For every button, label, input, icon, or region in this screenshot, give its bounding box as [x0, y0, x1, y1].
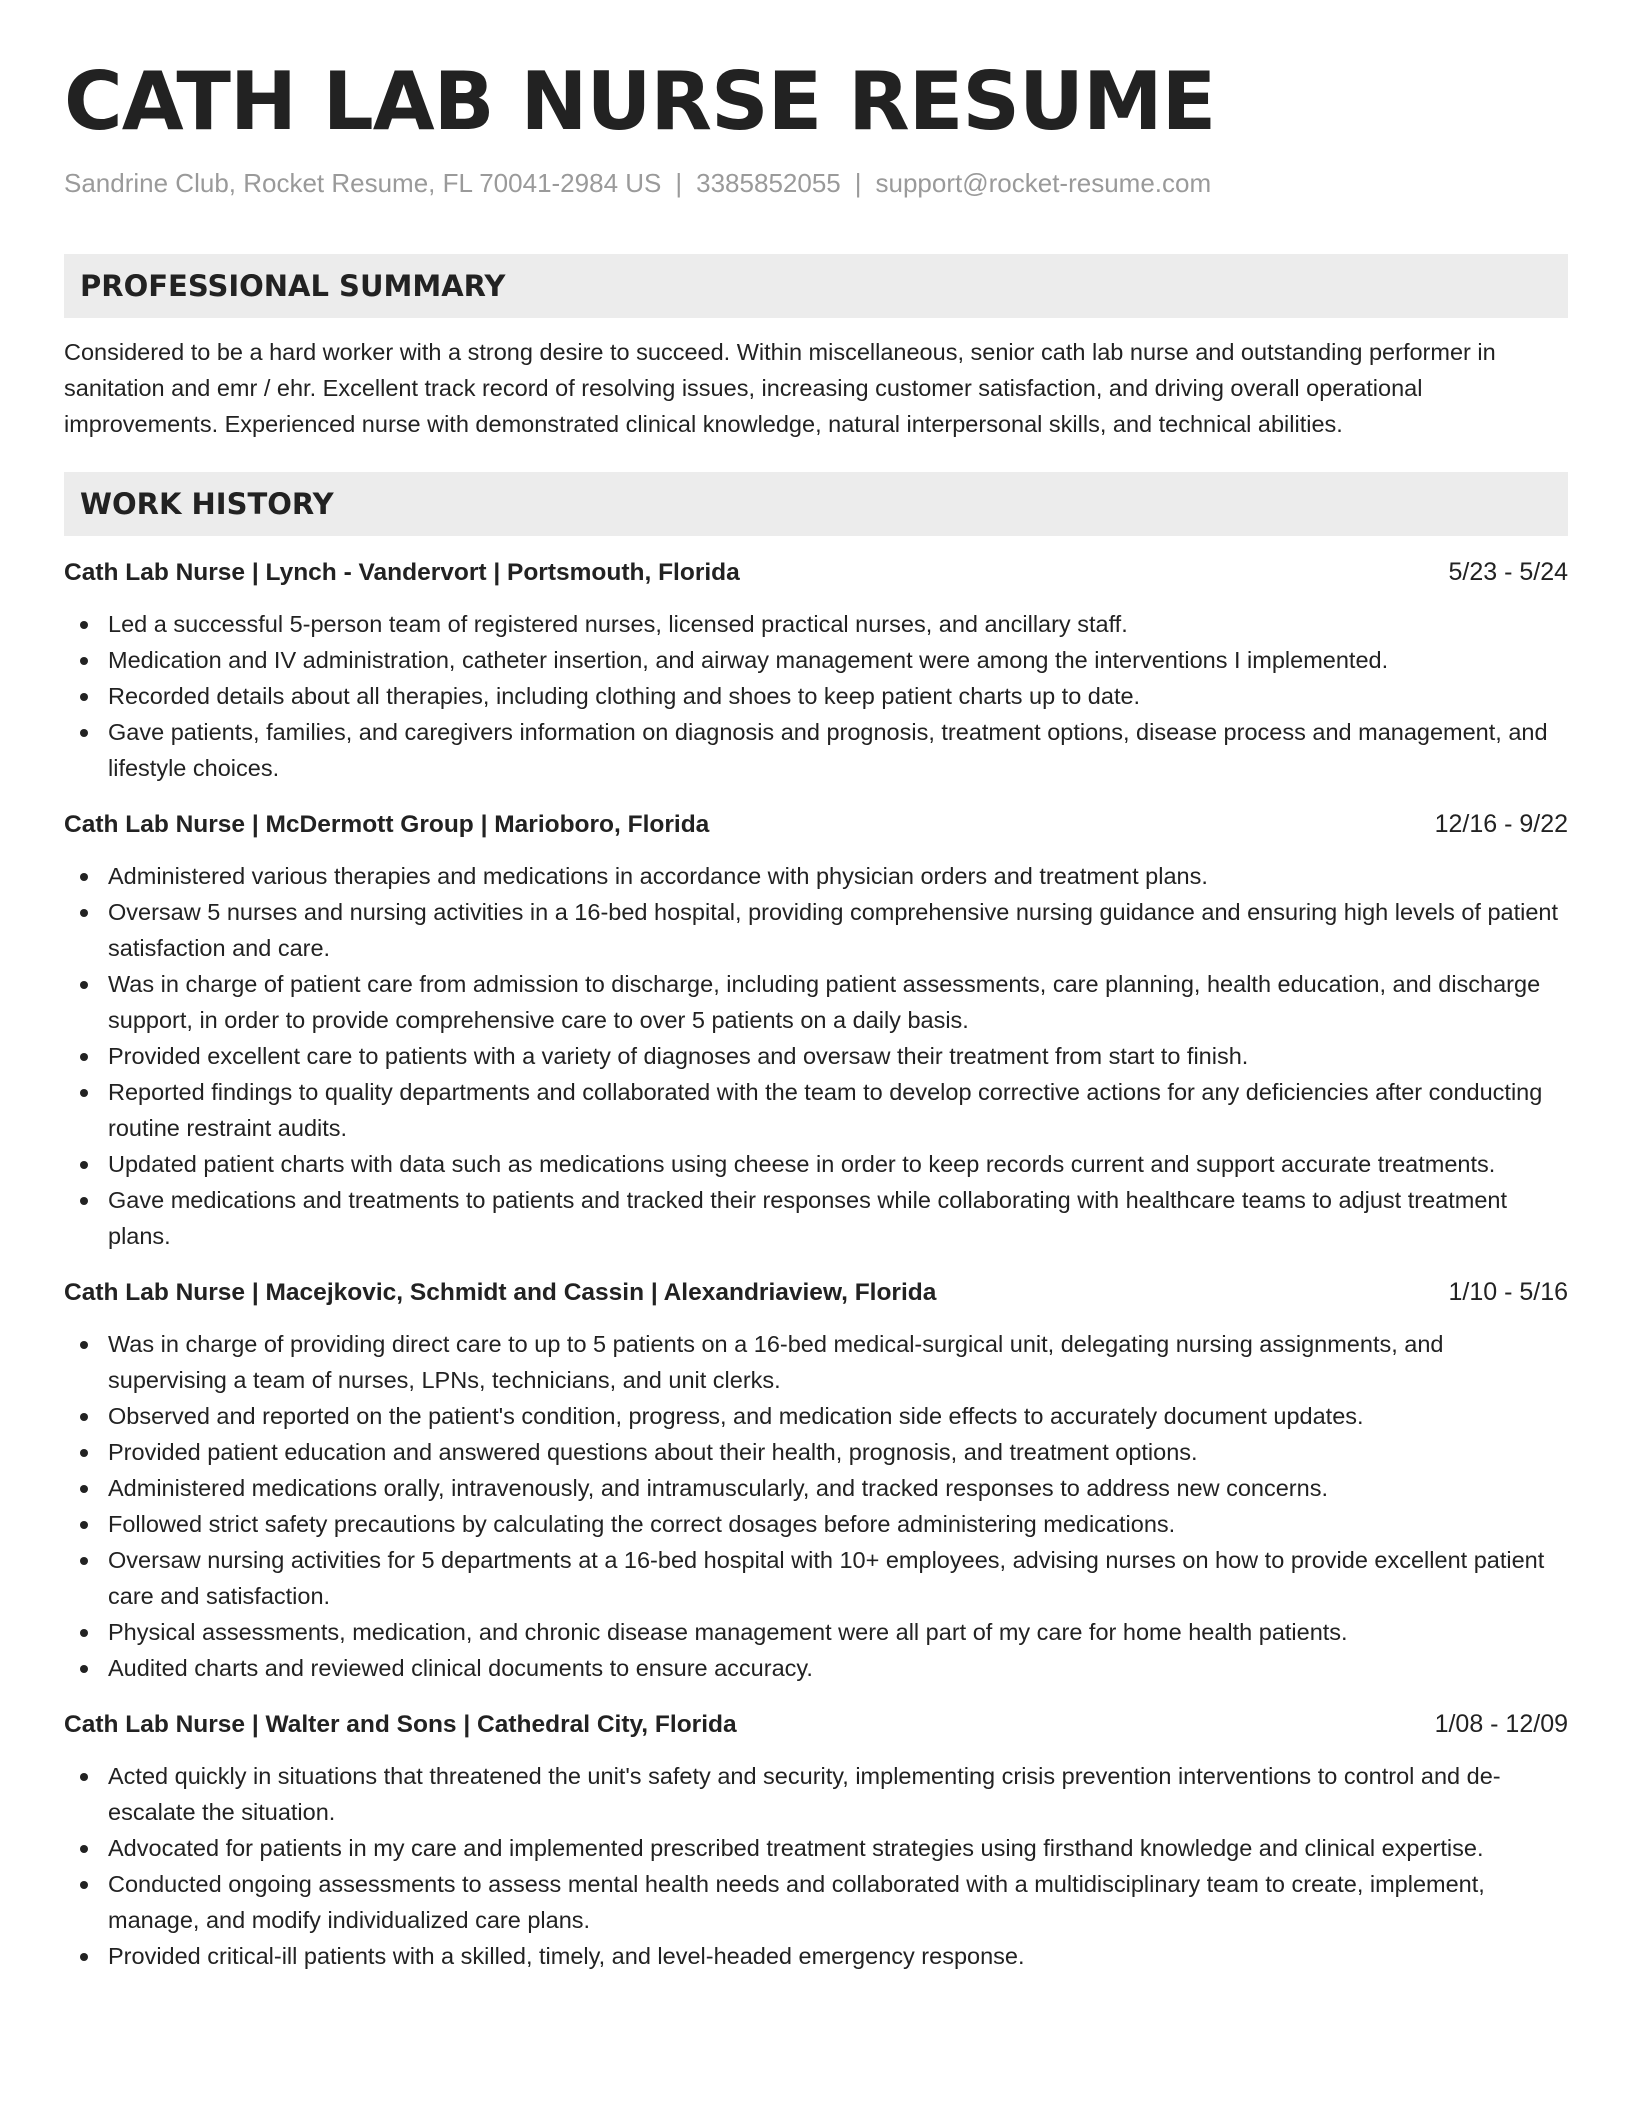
section-header-summary: PROFESSIONAL SUMMARY — [64, 254, 1568, 318]
job-entry — [64, 1274, 1568, 1686]
job-entry — [64, 554, 1568, 786]
job-title: Cath Lab Nurse | McDermott Group | Marioboro, Florida — [64, 811, 710, 838]
job-bullet: Recorded details about all therapies, including clothing and shoes to keep patient charts up to date. — [108, 678, 1568, 714]
job-bullet: Reported findings to quality departments and collaborated with the team to develop corrective actions for any deficiencies after conducting routine restraint audits. — [108, 1074, 1568, 1146]
resume-title: CATH LAB NURSE RESUME — [64, 55, 1216, 148]
contact-separator: | — [854, 168, 862, 198]
job-dates: 5/23 - 5/24 — [1448, 558, 1568, 586]
job-bullet: Oversaw nursing activities for 5 departments at a 16-bed hospital with 10+ employees, advising nurses on how to provide excellent patient care and satisfaction. — [108, 1542, 1568, 1614]
contact-separator: | — [675, 168, 683, 198]
job-header — [64, 1706, 1568, 1742]
job-bullet: Administered medications orally, intravenously, and intramuscularly, and tracked responses to address new concerns. — [108, 1470, 1568, 1506]
job-title: Cath Lab Nurse | Lynch - Vandervort | Portsmouth, Florida — [64, 559, 740, 586]
job-bullet: Observed and reported on the patient's condition, progress, and medication side effects to accurately document updates. — [108, 1398, 1568, 1434]
job-bullet: Oversaw 5 nurses and nursing activities in a 16-bed hospital, providing comprehensive nursing guidance and ensuring high levels of patient satisfaction and care. — [108, 894, 1568, 966]
job-title: Cath Lab Nurse | Walter and Sons | Cathedral City, Florida — [64, 1711, 737, 1738]
section-header-work-history: WORK HISTORY — [64, 472, 1568, 536]
work-history-list — [64, 554, 1568, 1974]
job-bullet-list — [64, 1758, 1568, 1974]
job-bullet: Provided excellent care to patients with a variety of diagnoses and oversaw their treatment from start to finish. — [108, 1038, 1568, 1074]
job-bullet: Advocated for patients in my care and implemented prescribed treatment strategies using firsthand knowledge and clinical expertise. — [108, 1830, 1568, 1866]
job-dates: 12/16 - 9/22 — [1434, 810, 1568, 838]
job-bullet: Followed strict safety precautions by calculating the correct dosages before administering medications. — [108, 1506, 1568, 1542]
job-bullet: Audited charts and reviewed clinical documents to ensure accuracy. — [108, 1650, 1568, 1686]
job-header — [64, 1274, 1568, 1310]
job-bullet-list — [64, 606, 1568, 786]
job-entry — [64, 1706, 1568, 1974]
job-bullet: Medication and IV administration, catheter insertion, and airway management were among the interventions I implemented. — [108, 642, 1568, 678]
job-bullet: Led a successful 5-person team of registered nurses, licensed practical nurses, and ancillary staff. — [108, 606, 1568, 642]
job-bullet-list — [64, 1326, 1568, 1686]
resume-content — [64, 254, 1568, 1974]
job-dates: 1/08 - 12/09 — [1434, 1710, 1568, 1738]
job-header — [64, 554, 1568, 590]
job-bullet: Provided critical-ill patients with a skilled, timely, and level-headed emergency response. — [108, 1938, 1568, 1974]
job-bullet-list — [64, 858, 1568, 1254]
job-bullet: Was in charge of providing direct care to up to 5 patients on a 16-bed medical-surgical unit, delegating nursing assignments, and supervising a team of nurses, LPNs, technicians, and unit clerks. — [108, 1326, 1568, 1398]
contact-email: support@rocket-resume.com — [875, 168, 1212, 198]
job-title: Cath Lab Nurse | Macejkovic, Schmidt and Cassin | Alexandriaview, Florida — [64, 1279, 937, 1306]
contact-phone: 3385852055 — [696, 168, 841, 198]
contact-line — [64, 168, 1211, 199]
job-bullet: Gave medications and treatments to patients and tracked their responses while collaborating with healthcare teams to adjust treatment plans. — [108, 1182, 1568, 1254]
job-bullet: Conducted ongoing assessments to assess mental health needs and collaborated with a multidisciplinary team to create, implement, manage, and modify individualized care plans. — [108, 1866, 1568, 1938]
job-bullet: Was in charge of patient care from admission to discharge, including patient assessments, care planning, health education, and discharge support, in order to provide comprehensive care to over 5 patients on a daily basis. — [108, 966, 1568, 1038]
job-bullet: Gave patients, families, and caregivers information on diagnosis and prognosis, treatment options, disease process and management, and lifestyle choices. — [108, 714, 1568, 786]
summary-text: Considered to be a hard worker with a strong desire to succeed. Within miscellaneous, senior cath lab nurse and outstanding performer in sanitation and emr / ehr. Excellent track record of resolving issues, increasing customer satisfaction, and driving overall operational improvements. Experienced nurse with demonstrated clinical knowledge, natural interpersonal skills, and technical abilities. — [64, 339, 1496, 437]
job-bullet: Physical assessments, medication, and chronic disease management were all part of my care for home health patients. — [108, 1614, 1568, 1650]
job-bullet: Administered various therapies and medications in accordance with physician orders and treatment plans. — [108, 858, 1568, 894]
job-bullet: Provided patient education and answered questions about their health, prognosis, and treatment options. — [108, 1434, 1568, 1470]
job-header — [64, 806, 1568, 842]
contact-address: Sandrine Club, Rocket Resume, FL 70041-2984 US — [64, 168, 662, 198]
job-bullet: Acted quickly in situations that threatened the unit's safety and security, implementing crisis prevention interventions to control and de-escalate the situation. — [108, 1758, 1568, 1830]
job-entry — [64, 806, 1568, 1254]
job-dates: 1/10 - 5/16 — [1448, 1278, 1568, 1306]
job-bullet: Updated patient charts with data such as medications using cheese in order to keep records current and support accurate treatments. — [108, 1146, 1568, 1182]
